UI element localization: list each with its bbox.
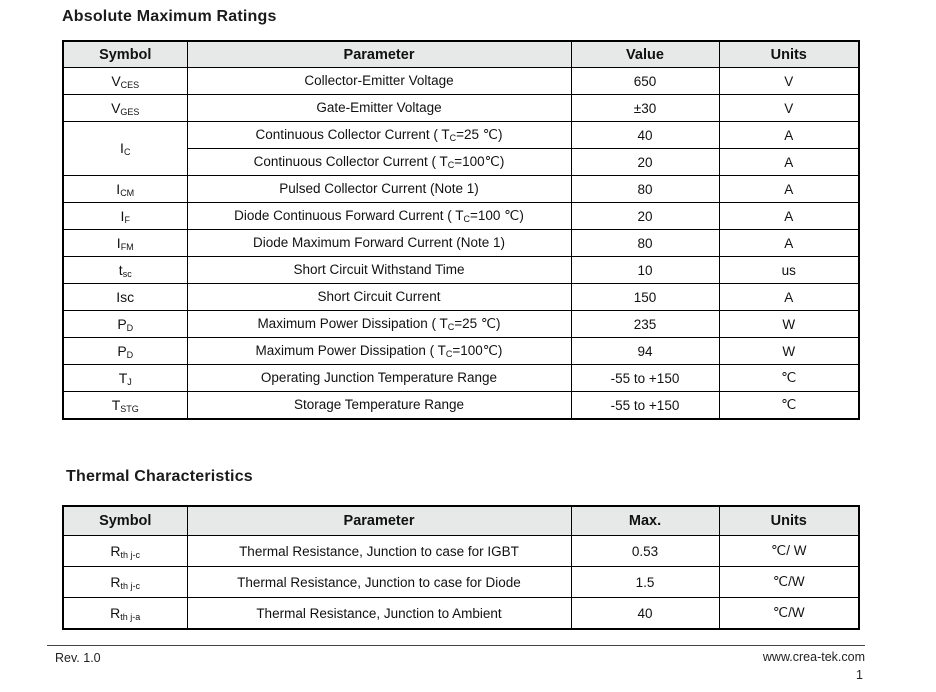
symbol-cell xyxy=(63,95,187,122)
parameter-text-tail: =100 ℃) xyxy=(470,208,524,223)
symbol-cell xyxy=(63,68,187,95)
symbol-subscript: CM xyxy=(120,187,135,198)
units-cell: A xyxy=(719,149,859,176)
units-cell: W xyxy=(719,338,859,365)
parameter-cell xyxy=(187,230,571,257)
parameter-subscript: C xyxy=(445,349,453,359)
table-row xyxy=(63,284,859,311)
absolute-maximum-ratings-table xyxy=(62,40,860,420)
symbol-subscript: D xyxy=(126,322,134,333)
units-cell: ℃ xyxy=(719,365,859,392)
table-row xyxy=(63,365,859,392)
value-cell: 20 xyxy=(571,203,719,230)
table-row xyxy=(63,122,859,149)
symbol-subscript: C xyxy=(123,147,131,157)
symbol-text: P xyxy=(117,315,127,332)
symbol-cell xyxy=(63,567,187,598)
symbol-subscript: D xyxy=(126,349,134,360)
table-header-row xyxy=(63,506,859,536)
symbol-text: P xyxy=(117,342,127,359)
parameter-text: Maximum Power Dissipation ( T xyxy=(257,316,448,331)
value-cell: 94 xyxy=(571,338,719,365)
symbol-cell xyxy=(63,284,187,311)
symbol-text: Isc xyxy=(116,288,135,305)
parameter-cell xyxy=(187,338,571,365)
parameter-text-tail: =25 ℃) xyxy=(454,316,501,331)
column-header-symbol: Symbol xyxy=(63,506,187,536)
website-text: www.crea-tek.com xyxy=(762,650,865,664)
units-cell: A xyxy=(719,203,859,230)
units-cell: A xyxy=(719,230,859,257)
parameter-text: Diode Continuous Forward Current ( T xyxy=(234,208,464,223)
parameter-subscript: C xyxy=(447,160,455,170)
units-cell: V xyxy=(719,68,859,95)
thermal-characteristics-title: Thermal Characteristics xyxy=(66,468,253,485)
symbol-text: T xyxy=(111,396,121,413)
column-header-symbol: Symbol xyxy=(63,41,187,68)
value-cell: 650 xyxy=(571,68,719,95)
table-row xyxy=(63,567,859,598)
symbol-text: V xyxy=(111,72,121,89)
parameter-cell: Thermal Resistance, Junction to Ambient xyxy=(187,598,571,630)
parameter-cell xyxy=(187,149,571,176)
table-row xyxy=(63,598,859,630)
footer-divider xyxy=(47,645,865,646)
parameter-text: Storage Temperature Range xyxy=(293,397,465,412)
symbol-subscript: F xyxy=(124,214,130,225)
table-row xyxy=(63,311,859,338)
symbol-subscript: th j-c xyxy=(120,580,141,591)
value-cell: 80 xyxy=(571,176,719,203)
value-cell: 150 xyxy=(571,284,719,311)
value-cell: 0.53 xyxy=(571,536,719,567)
units-cell: ℃/ W xyxy=(719,536,859,567)
table-row xyxy=(63,536,859,567)
parameter-cell: Thermal Resistance, Junction to case for Diode xyxy=(187,567,571,598)
table-row xyxy=(63,176,859,203)
symbol-text: R xyxy=(110,604,121,621)
table-row xyxy=(63,338,859,365)
parameter-text: Maximum Power Dissipation ( T xyxy=(255,343,446,358)
parameter-text: Pulsed Collector Current (Note 1) xyxy=(279,181,479,196)
value-cell: -55 to +150 xyxy=(571,392,719,420)
symbol-subscript: GES xyxy=(120,106,140,117)
parameter-text-tail: =100℃) xyxy=(454,154,505,169)
symbol-subscript: th j-a xyxy=(120,611,141,622)
symbol-subscript: sc xyxy=(122,268,132,279)
parameter-text-tail: =100℃) xyxy=(452,343,503,358)
symbol-cell xyxy=(63,365,187,392)
parameter-text: Short Circuit Current xyxy=(317,289,441,304)
symbol-cell xyxy=(63,203,187,230)
column-header-parameter: Parameter xyxy=(187,506,571,536)
parameter-cell xyxy=(187,392,571,420)
value-cell: 1.5 xyxy=(571,567,719,598)
table-row xyxy=(63,68,859,95)
symbol-cell xyxy=(63,536,187,567)
parameter-cell xyxy=(187,176,571,203)
parameter-cell: Thermal Resistance, Junction to case for IGBT xyxy=(187,536,571,567)
parameter-cell xyxy=(187,122,571,149)
parameter-cell xyxy=(187,284,571,311)
value-cell: ±30 xyxy=(571,95,719,122)
units-cell: ℃/W xyxy=(719,567,859,598)
parameter-subscript: C xyxy=(449,133,457,143)
value-cell: 40 xyxy=(571,598,719,630)
symbol-subscript: th j-c xyxy=(120,549,141,560)
parameter-text-tail: =25 ℃) xyxy=(456,127,503,142)
table-row xyxy=(63,257,859,284)
value-cell: 235 xyxy=(571,311,719,338)
units-cell: A xyxy=(719,284,859,311)
symbol-text: V xyxy=(111,99,121,116)
symbol-cell xyxy=(63,392,187,420)
symbol-subscript: CES xyxy=(120,79,140,90)
parameter-subscript: C xyxy=(447,322,455,332)
symbol-subscript: STG xyxy=(120,403,139,414)
parameter-text: Operating Junction Temperature Range xyxy=(260,370,498,385)
symbol-cell xyxy=(63,598,187,630)
column-header-value: Value xyxy=(571,41,719,68)
parameter-text: Diode Maximum Forward Current (Note 1) xyxy=(252,235,506,250)
parameter-cell xyxy=(187,311,571,338)
absolute-maximum-ratings-title: Absolute Maximum Ratings xyxy=(62,8,277,25)
symbol-text: I xyxy=(120,140,124,156)
parameter-text: Continuous Collector Current ( T xyxy=(253,154,448,169)
units-cell: W xyxy=(719,311,859,338)
parameter-cell xyxy=(187,365,571,392)
parameter-subscript: C xyxy=(463,214,471,224)
page-number: 1 xyxy=(856,668,863,682)
parameter-text: Gate-Emitter Voltage xyxy=(316,100,442,115)
parameter-cell xyxy=(187,203,571,230)
symbol-cell xyxy=(63,257,187,284)
table-row xyxy=(63,203,859,230)
thermal-characteristics-table xyxy=(62,505,860,630)
symbol-text: R xyxy=(110,542,121,559)
units-cell: ℃ xyxy=(719,392,859,420)
symbol-text: I xyxy=(116,234,121,251)
value-cell: 20 xyxy=(571,149,719,176)
units-cell: A xyxy=(719,122,859,149)
value-cell: -55 to +150 xyxy=(571,365,719,392)
value-cell: 10 xyxy=(571,257,719,284)
value-cell: 80 xyxy=(571,230,719,257)
table-header-row xyxy=(63,41,859,68)
symbol-cell xyxy=(63,311,187,338)
symbol-cell xyxy=(63,122,187,176)
symbol-cell xyxy=(63,338,187,365)
symbol-subscript: J xyxy=(127,376,132,387)
column-header-units: Units xyxy=(719,41,859,68)
parameter-cell xyxy=(187,95,571,122)
units-cell: A xyxy=(719,176,859,203)
symbol-text: T xyxy=(118,369,128,386)
symbol-cell xyxy=(63,176,187,203)
parameter-cell xyxy=(187,68,571,95)
column-header-units: Units xyxy=(719,506,859,536)
table-row xyxy=(63,230,859,257)
symbol-text: I xyxy=(120,207,125,224)
table-row xyxy=(63,392,859,420)
symbol-subscript: FM xyxy=(120,241,134,252)
value-cell: 40 xyxy=(571,122,719,149)
symbol-text: t xyxy=(118,261,123,278)
column-header-parameter: Parameter xyxy=(187,41,571,68)
column-header-max: Max. xyxy=(571,506,719,536)
revision-label: Rev. 1.0 xyxy=(55,651,101,665)
parameter-text: Continuous Collector Current ( T xyxy=(255,127,450,142)
units-cell: us xyxy=(719,257,859,284)
parameter-cell xyxy=(187,257,571,284)
parameter-text: Short Circuit Withstand Time xyxy=(293,262,465,277)
symbol-cell xyxy=(63,230,187,257)
symbol-text: I xyxy=(116,180,121,197)
units-cell: ℃/W xyxy=(719,598,859,630)
table-row xyxy=(63,95,859,122)
units-cell: V xyxy=(719,95,859,122)
parameter-text: Collector-Emitter Voltage xyxy=(304,73,454,88)
symbol-text: R xyxy=(110,573,121,590)
